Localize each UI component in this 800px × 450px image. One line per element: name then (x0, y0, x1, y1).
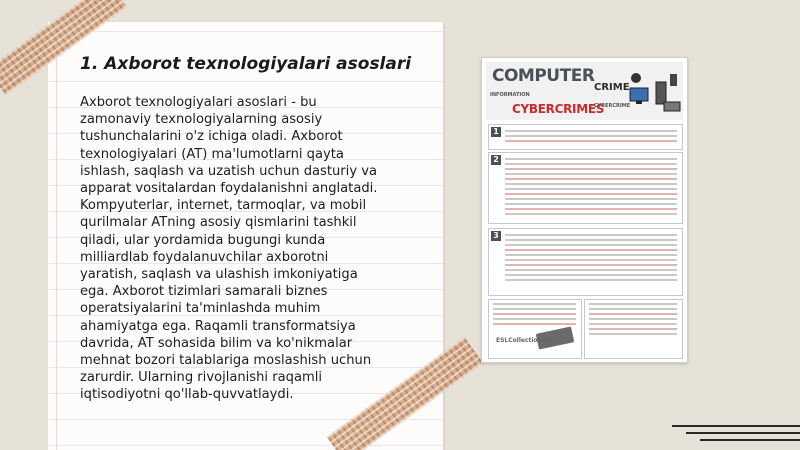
monitor-icon (630, 88, 648, 101)
decorative-line (700, 439, 800, 441)
body-line: iqtisodiyotni qo'llab-quvvatlaydi. (80, 387, 294, 403)
body-line: yaratish, saqlash va ulashish imkoniyatiga (80, 267, 358, 283)
laptop-icon (664, 102, 680, 111)
monitor-stand-icon (636, 101, 642, 104)
computer-icons (626, 68, 682, 118)
worksheet-word-information: INFORMATION (490, 92, 530, 98)
body-line: Kompyuterlar, internet, tarmoqlar, va mobil (80, 198, 367, 214)
paper-margin-line (56, 22, 57, 450)
body-line: Axborot texnologiyalari asoslari - bu (80, 95, 317, 110)
worksheet-image (481, 57, 688, 363)
body-line: ahamiyatga ega. Raqamli transformatsiya (80, 318, 356, 334)
worksheet-header (486, 62, 683, 120)
section-number: 2 (491, 155, 501, 165)
worksheet-section-3 (488, 228, 683, 296)
body-line: apparat vositalardan foydalanishni anglatadi. (80, 181, 378, 197)
worksheet-section-2 (488, 152, 683, 224)
decorative-line (686, 432, 800, 434)
body-line: mehnat bozori talablariga moslashish uchun (80, 353, 372, 369)
fine-print-lines (489, 300, 581, 325)
body-line: texnologiyalari (AT) ma'lumotlarni qayta (80, 146, 344, 162)
worksheet-box-right (584, 299, 683, 359)
section-number: 3 (491, 231, 501, 241)
worksheet-word-crime: CRIME (594, 82, 630, 93)
slide-body-text (80, 94, 425, 404)
worksheet-subtitle: CYBERCRIMES (512, 102, 605, 116)
worksheet-section-1 (488, 124, 683, 150)
body-line: davrida, AT sohasida bilim va ko'nikmalar (80, 335, 353, 351)
person-icon (631, 73, 641, 83)
decorative-line (672, 425, 800, 427)
worksheet-word-cybercrime: CYBERCRIME (594, 103, 631, 109)
body-line: qiladi, ular yordamida bugungi kunda (80, 232, 326, 248)
worksheet-box-left (488, 299, 582, 359)
section-number: 1 (491, 127, 501, 137)
body-line: ega. Axborot tizimlari samarali biznes (80, 284, 328, 300)
body-line: ishlash, saqlash va uzatish uchun dasturiy va (80, 163, 378, 179)
fine-print-lines (489, 231, 682, 281)
worksheet-title: COMPUTER (492, 66, 595, 86)
body-line: zamonaviy texnologiyalarning asosiy (80, 112, 323, 128)
worksheet-watermark: ESLCollectionBank (496, 337, 559, 344)
body-line: tushunchalarini o'z ichiga oladi. Axborot (80, 129, 343, 145)
fine-print-lines (585, 300, 682, 335)
body-line: milliardlab foydalanuvchilar axborotni (80, 249, 329, 265)
phone-icon (670, 74, 677, 86)
body-line: operatsiyalarini ta'minlashda muhim (80, 301, 321, 317)
body-line: zarurdir. Ularning rivojlanishi raqamli (80, 370, 323, 386)
fine-print-lines (489, 127, 682, 142)
slide-title: 1. Axborot texnologiyalari asoslari (80, 54, 412, 74)
body-line: qurilmalar ATning asosiy qismlarini tashkil (80, 215, 357, 231)
fine-print-lines (489, 155, 682, 215)
tower-icon (656, 82, 666, 104)
